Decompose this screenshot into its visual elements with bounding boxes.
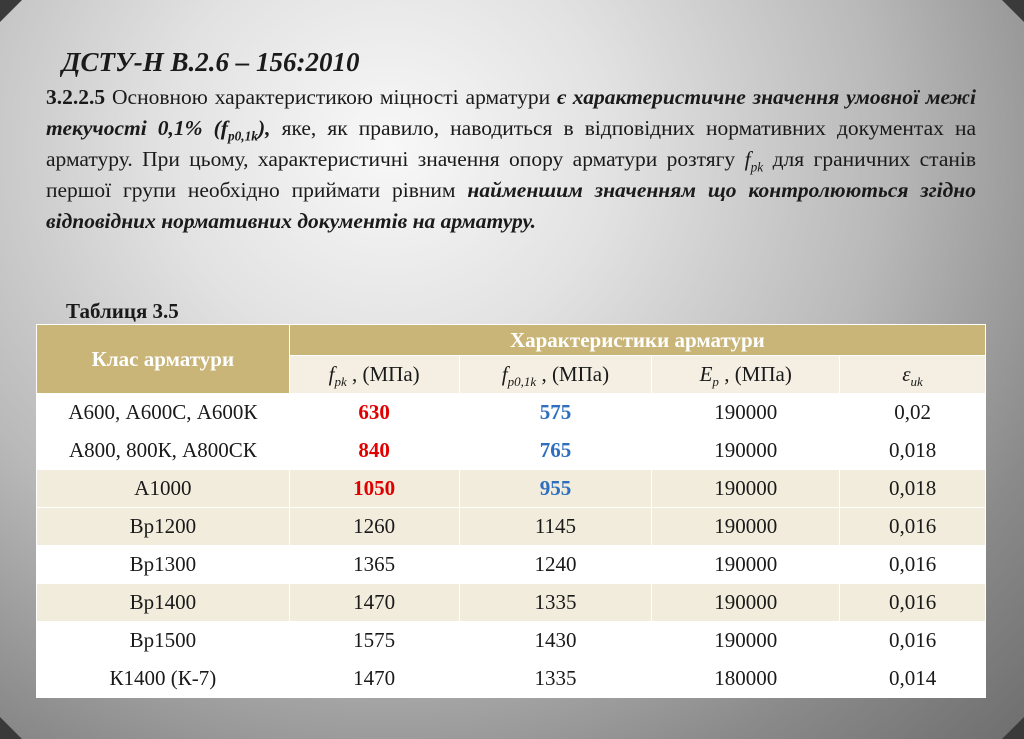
cell-fpk: 1365 <box>289 546 459 584</box>
cell-fpk: 1470 <box>289 660 459 698</box>
header-characteristics: Характеристики арматури <box>289 325 985 356</box>
subheader-euk <box>840 356 986 394</box>
cell-class: Вр1300 <box>37 546 290 584</box>
standard-heading: ДСТУ-Н В.2.6 – 156:2010 <box>62 47 360 77</box>
fpk-symbol-f: f <box>744 147 751 171</box>
subheader-fpk <box>289 356 459 394</box>
subheader-subscript: p0,1k <box>507 374 537 390</box>
rebar-properties-table <box>36 324 986 698</box>
cell-ep: 190000 <box>652 584 840 622</box>
cell-fp01k: 1335 <box>459 660 652 698</box>
cell-euk: 0,018 <box>840 470 986 508</box>
subheader-symbol: f <box>501 362 508 386</box>
cell-ep: 190000 <box>652 508 840 546</box>
cell-class: А600, А600С, А600К <box>37 394 290 432</box>
subheader-unit: , (МПа) <box>346 362 420 386</box>
subheader-ep <box>652 356 840 394</box>
cell-class: А800, 800К, А800СК <box>37 432 290 470</box>
header-class: Клас арматури <box>37 325 290 394</box>
cell-euk: 0,014 <box>840 660 986 698</box>
cell-class: Вр1500 <box>37 622 290 660</box>
cell-fpk: 1050 <box>289 470 459 508</box>
subheader-subscript: uk <box>910 374 923 390</box>
corner-decoration-bottom-right <box>1002 717 1024 739</box>
cell-class: Вр1200 <box>37 508 290 546</box>
fpk-symbol-sub: pk <box>750 159 764 175</box>
para-bold-1-text: є характеристичне значення умовної межі текучості 0,1% (f <box>46 85 976 140</box>
cell-fp01k: 955 <box>459 470 652 508</box>
subheader-unit: , (МПа) <box>536 362 610 386</box>
corner-decoration-top-right <box>1002 0 1024 22</box>
subheader-symbol: f <box>328 362 335 386</box>
cell-ep: 180000 <box>652 660 840 698</box>
table-row <box>37 470 986 508</box>
cell-ep: 190000 <box>652 432 840 470</box>
para-bold-2: найменшим значенням що контролюються згідно відповідних нормативних документів на арматуру. <box>46 178 976 233</box>
table-row <box>37 432 986 470</box>
cell-fp01k: 765 <box>459 432 652 470</box>
cell-fpk: 1470 <box>289 584 459 622</box>
cell-fp01k: 1430 <box>459 622 652 660</box>
para-bold-1-end: ), <box>257 116 271 140</box>
subheader-subscript: p <box>712 374 719 390</box>
cell-euk: 0,018 <box>840 432 986 470</box>
table-row <box>37 508 986 546</box>
subheader-subscript: pk <box>334 374 347 390</box>
para-bold-1-sub: p0,1k <box>227 128 258 144</box>
cell-fpk: 1260 <box>289 508 459 546</box>
cell-euk: 0,016 <box>840 546 986 584</box>
cell-euk: 0,016 <box>840 508 986 546</box>
cell-fpk: 1575 <box>289 622 459 660</box>
clause-paragraph <box>46 82 976 237</box>
subheader-unit: , (МПа) <box>718 362 792 386</box>
subheader-symbol: ε <box>902 362 911 386</box>
cell-fpk: 840 <box>289 432 459 470</box>
table-body <box>37 394 986 698</box>
para-text-1: Основною характеристикою міцності арматури <box>105 85 557 109</box>
corner-decoration-top-left <box>0 0 22 22</box>
cell-fp01k: 1240 <box>459 546 652 584</box>
cell-class: Вр1400 <box>37 584 290 622</box>
table-caption: Таблиця 3.5 <box>66 299 179 323</box>
cell-fp01k: 1145 <box>459 508 652 546</box>
subheader-fp01k <box>459 356 652 394</box>
fpk-symbol <box>744 147 764 175</box>
table-row <box>37 622 986 660</box>
cell-euk: 0,016 <box>840 584 986 622</box>
cell-euk: 0,016 <box>840 622 986 660</box>
table-row <box>37 546 986 584</box>
table-row <box>37 584 986 622</box>
cell-fp01k: 1335 <box>459 584 652 622</box>
cell-fpk: 630 <box>289 394 459 432</box>
para-text-3: для граничних станів першої групи необхідно приймати рівним <box>46 147 977 202</box>
cell-ep: 190000 <box>652 622 840 660</box>
cell-ep: 190000 <box>652 394 840 432</box>
clause-number: 3.2.2.5 <box>46 85 106 109</box>
table-row <box>37 660 986 698</box>
cell-class: А1000 <box>37 470 290 508</box>
cell-ep: 190000 <box>652 546 840 584</box>
cell-ep: 190000 <box>652 470 840 508</box>
table-row <box>37 394 986 432</box>
subheader-symbol: E <box>699 362 713 386</box>
corner-decoration-bottom-left <box>0 717 22 739</box>
cell-fp01k: 575 <box>459 394 652 432</box>
cell-class: К1400 (К-7) <box>37 660 290 698</box>
para-text-2: яке, як правило, наводиться в відповідних нормативних документах на арматуру. При цьому, характеристичні значення опору арматури розтягу <box>46 116 976 171</box>
cell-euk: 0,02 <box>840 394 986 432</box>
